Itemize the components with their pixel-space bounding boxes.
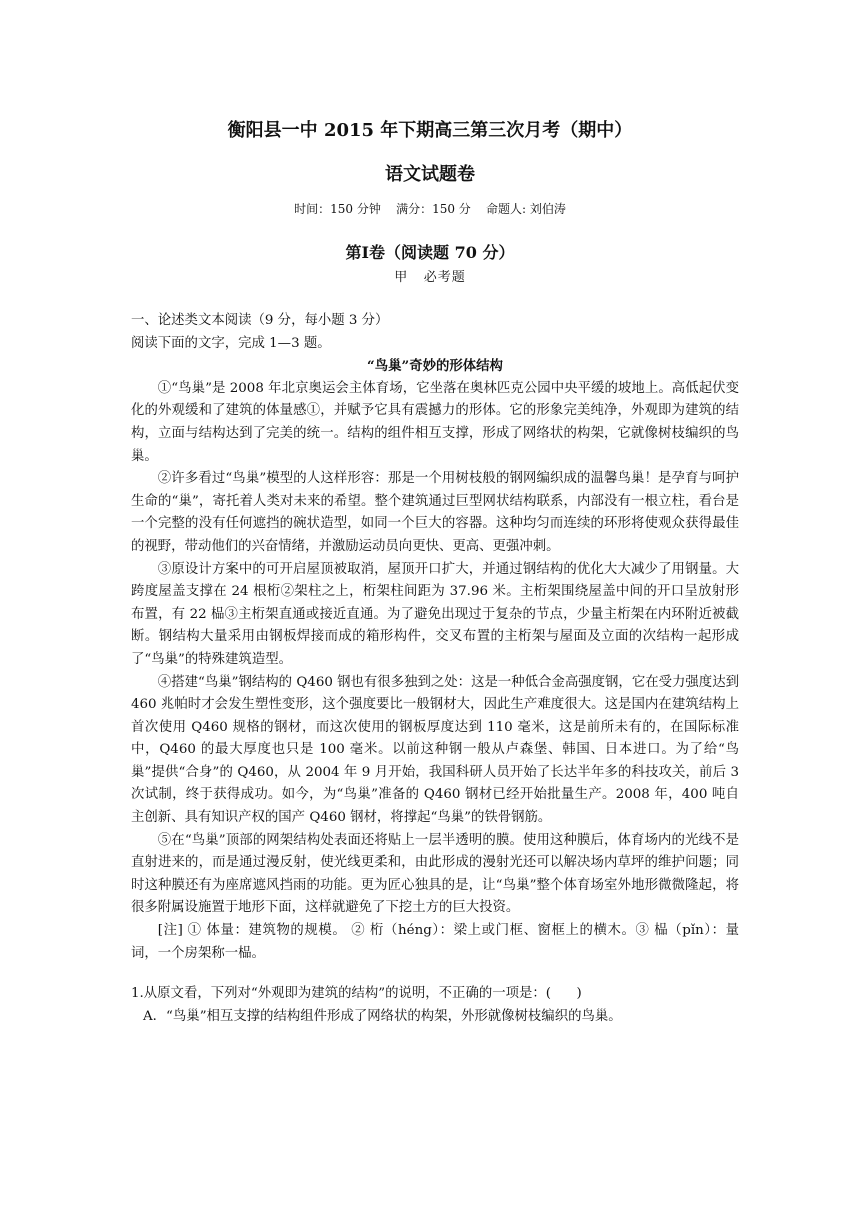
exam-title: 衡阳县一中 2015 年下期高三第三次月考（期中） [227,120,633,141]
article-paragraph: ①“鸟巢”是 2008 年北京奥运会主体育场，它坐落在奥林匹克公园中央平缓的坡地上。高低起伏变化的外观缓和了建筑的体量感①，并赋予它具有震撼力的形体。它的形象完美纯净，外观即为建筑的结构，立面与结构达到了完美的统一。结构的组件相互支撑，形成了网络状的构架，它就像树枝编织的鸟巢。 [131,380,739,464]
section-instruction: 阅读下面的文字，完成 1—3 题。 [131,335,331,351]
section-heading: 一、论述类文本阅读（9 分，每小题 3 分） [131,313,389,328]
part-label: 甲 必考题 [394,270,466,285]
question-1-option-a[interactable]: A．“鸟巢”相互支撑的结构组件形成了网络状的构架，外形就像树枝编织的鸟巢。 [143,1008,622,1024]
subject-title: 语文试题卷 [385,164,475,185]
article-title: “鸟巢”奇妙的形体结构 [367,358,503,375]
spacer [131,965,739,983]
article-paragraph: ②许多看过“鸟巢”模型的人这样形容：那是一个用树枝般的钢网编织成的温馨鸟巢！是孕育与呵护生命的“巢”，寄托着人类对未来的希望。整个建筑通过巨型网状结构联系，内部没有一根立柱，看台是一个完整的没有任何遮挡的碗状造型，如同一个巨大的容器。这种均匀而连续的环形将使观众获得最佳的视野，带动他们的兴奋情绪，并激励运动员向更快、更高、更强冲刺。 [131,471,739,554]
exam-meta-line: 时间：150 分钟 满分：150 分 命题人: 刘伯涛 [294,202,566,216]
section-body [131,310,739,1028]
volume-title: 第Ⅰ卷（阅读题 70 分） [345,243,515,262]
article-paragraph: ③原设计方案中的可开启屋顶被取消，屋顶开口扩大，并通过钢结构的优化大大减少了用钢量。大跨度屋盖支撑在 24 根桁②架柱之上，桁架柱间距为 37.96 米。主桁架围绕屋盖中间的开口呈放射形布置，有 22 榀③主桁架直通或接近直通。为了避免出现过于复杂的节点，少量主桁架在内环附近被截断。钢结构大量采用由钢板焊接而成的箱形构件，交叉布置的主桁架与屋面及立面的次结构一起形成了“鸟巢”的特殊建筑造型。 [131,561,739,667]
article-paragraph: ④搭建“鸟巢”钢结构的 Q460 钢也有很多独到之处：这是一种低合金高强度钢，它在受力强度达到 460 兆帕时才会发生塑性变形，这个强度要比一般钢材大，因此生产难度很大。这是国内在建筑结构上首次使用 Q460 规格的钢材，而这次使用的钢板厚度达到 110 毫米，这是前所未有的，在国际标准中，Q460 的最大厚度也只是 100 毫米。以前这种钢一般从卢森堡、韩国、日本进口。为了给“鸟巢”提供“合身”的 Q460，从 2004 年 9 月开始，我国科研人员开始了长达半年多的科技攻关，前后 3 次试制，终于获得成功。如今，为“鸟巢”准备的 Q460 钢材已经开始批量生产。2008 年，400 吨自主创新、具有知识产权的国产 Q460 钢材，将撑起“鸟巢”的铁骨钢筋。 [131,674,739,826]
question-1-stem: 1.从原文看，下列对“外观即为建筑的结构”的说明，不正确的一项是：( ) [131,986,582,1002]
article-paragraph: ⑤在“鸟巢”顶部的网架结构处表面还将贴上一层半透明的膜。使用这种膜后，体育场内的光线不是直射进来的，而是通过漫反射，使光线更柔和，由此形成的漫射光还可以解决场内草坪的维护问题；同时这种膜还有为座席遮风挡雨的功能。更为匠心独具的是，让“鸟巢”整个体育场室外地形微微隆起，将很多附属设施置于地形下面，这样就避免了下挖土方的巨大投资。 [131,832,739,916]
article-note: [注] ① 体量：建筑物的规模。 ② 桁（héng）：梁上或门框、窗框上的横木。③ 榀（pǐn）：量词，一个房架称一榀。 [131,923,739,961]
